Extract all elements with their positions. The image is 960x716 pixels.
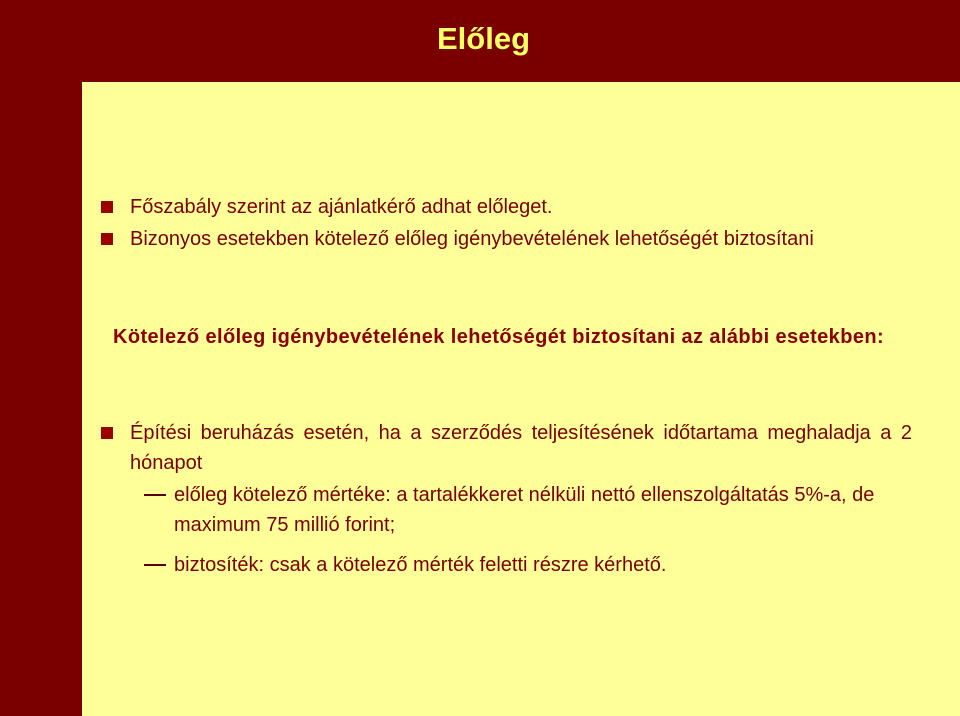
bullet-text: Főszabály szerint az ajánlatkérő adhat előleget. xyxy=(130,196,553,218)
square-bullet-icon xyxy=(101,233,113,245)
dash-bullet-icon xyxy=(144,494,166,496)
square-bullet-icon xyxy=(101,201,113,213)
bullet-text: Építési beruházás esetén, ha a szerződés teljesítésének időtartama meghaladja a 2 hónapot xyxy=(130,422,912,474)
sub-list-item xyxy=(144,480,914,540)
slide-title: Előleg xyxy=(437,21,531,56)
slide-content xyxy=(82,82,960,716)
square-bullet-icon xyxy=(101,427,113,439)
dash-bullet-icon xyxy=(144,564,166,566)
section-heading: Kötelező előleg igénybevételének lehetőségét biztosítani az alábbi esetekben: xyxy=(113,326,885,348)
sub-item-text: biztosíték: csak a kötelező mérték feletti részre kérhető. xyxy=(174,554,667,576)
bullet-text: Bizonyos esetekben kötelező előleg igénybevételének lehetőségét biztosítani xyxy=(130,228,814,250)
left-frame-band xyxy=(0,0,82,716)
bullet-list-item xyxy=(130,418,912,478)
bullet-list-item xyxy=(130,224,912,254)
bullet-list-item xyxy=(130,192,912,222)
sub-item-text: előleg kötelező mértéke: a tartalékkeret nélküli nettó ellenszolgáltatás 5%-a, de maximum 75 millió forint; xyxy=(174,484,875,536)
sub-list-item xyxy=(144,550,914,580)
